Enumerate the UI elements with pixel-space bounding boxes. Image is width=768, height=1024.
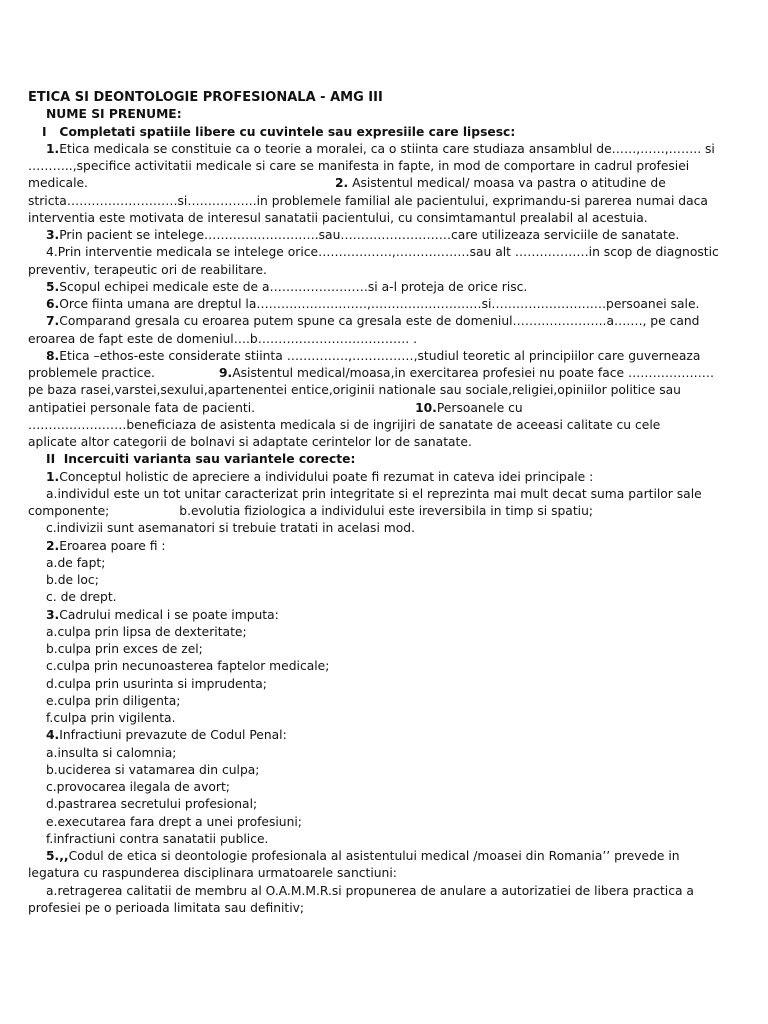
s1-q8-number: 8. [46,348,60,363]
s1-q2-number: 2. [334,176,349,191]
s2-q3-text: Cadrului medical i se poate imputa: [59,607,279,622]
s2-q3-option: b.culpa prin exces de zel; [46,642,203,656]
s2-q4-number: 4. [46,728,60,743]
s1-q9-text-1: Asistentul medical/moasa,in exercitarea profesiei nu poate face ………………… [232,366,715,380]
s2-q4 [28,727,740,744]
s1-q10-number: 10. [415,400,437,415]
s2-q1 [28,469,740,486]
s1-q4-text-2: preventiv, terapeutic ori de reabilitare. [28,262,267,277]
s2-q2-number: 2. [46,538,60,553]
s2-q5-text-1: Codul de etica si deontologie profesionala al asistentului medical /moasei din Romania’’ prevede in [68,849,680,863]
document-page [28,89,740,917]
s1-q3-text: Prin pacient se intelege……………………….sau………………………care utilizeaza serviciile de sanatate. [59,228,680,242]
s1-q6-text: Orce fiinta umana are dreptul la………………………,………………………si……………………….persoanei sale. [59,297,700,311]
s2-q1-option-b: b.evolutia fiziologica a individului este ireversibila in timp si spatiu; [179,504,594,518]
s1-q7-number: 7. [46,314,60,329]
section-2-heading [28,451,740,468]
s1-q8 [28,348,740,365]
s1-q6-number: 6. [46,297,60,311]
s2-q3-number: 3. [46,607,60,622]
s1-q1-text-1: Etica medicala se constituie ca o teorie a moralei, ca o stiinta care studiaza ansamblul de……,……,…….. si [59,141,715,156]
s1-q10-text-1: Persoanele cu [436,400,523,415]
s2-q2 [28,538,740,555]
s1-q1-number: 1. [46,141,60,156]
s2-q1-option-a-2: componente; [28,504,110,518]
s2-q5 [28,848,740,865]
s1-q9-q10-line [28,400,740,417]
s2-q5-option-a-1: a.retragerea calitatii de membru al O.A.M.M.R.si propunerea de anulare a autorizatiei de libera practica a [46,883,694,898]
s2-q4-option: a.insulta si calomnia; [46,745,177,760]
section-1-number: I [42,124,47,139]
s1-q4 [28,244,740,261]
section-1-title: Completati spatiile libere cu cuvintele sau expresiile care lipsesc: [59,124,516,139]
s1-q1-q2-line [28,175,740,192]
s2-q4-option: d.pastrarea secretului profesional; [46,797,258,812]
s2-q4-option: c.provocarea ilegala de avort; [46,780,230,794]
s1-q6 [28,296,740,313]
s2-q3-option: f.culpa prin vigilenta. [46,711,176,725]
section-1-heading [28,124,740,141]
s1-q8-text-2: problemele practice. [28,366,155,380]
s2-q4-option: f.infractiuni contra sanatatii publice. [46,831,269,846]
name-field-label: NUME SI PRENUME: [46,107,182,122]
s2-q3 [28,607,740,624]
s1-q1-text-3: medicale. [28,176,88,191]
s2-q1-option-a-1: a.individul este un tot unitar caracterizat prin integritate si el reprezinta mai mult decat suma partilor sale [46,486,702,501]
s1-q8-text-1: Etica –ethos-este considerate stiinta ……………,……………,studiul teoretic al principiilor care guverneaza [59,348,701,363]
s1-q10-text-3: aplicate altor categorii de bolnavi si adaptate cerintelor lor de sanatate. [28,435,472,449]
s2-q3-option: c.culpa prin necunoasterea faptelor medicale; [46,659,330,674]
s1-q8-q9-line [28,365,740,382]
s1-q3-number: 3. [46,228,60,242]
s2-q2-option: b.de loc; [46,573,99,587]
s2-q2-option: c. de drept. [46,590,117,605]
s2-q4-text: Infractiuni prevazute de Codul Penal: [59,728,287,743]
s1-q5-number: 5. [46,279,60,294]
s1-q1 [28,141,740,158]
s2-q2-option: a.de fapt; [46,555,106,570]
s2-q5-option-a-2: profesiei pe o perioada limitata sau definitiv; [28,900,305,915]
s1-q5-text: Scopul echipei medicale este de a……………………si a-l proteja de orice risc. [59,279,528,294]
s2-q3-option: a.culpa prin lipsa de dexteritate; [46,624,247,639]
s2-q1-text: Conceptul holistic de apreciere a individului poate fi rezumat in cateva idei principale : [59,469,594,484]
s2-q3-option: d.culpa prin usurinta si imprudenta; [46,676,267,691]
s1-q3 [28,227,740,244]
s2-q1-number: 1. [46,469,60,484]
s2-q2-text: Eroarea poare fi : [59,538,166,553]
s1-q4-number: 4. [46,245,58,260]
section-2-number: II [46,452,56,467]
s2-q4-option: e.executarea fara drept a unei profesiuni; [46,814,302,829]
s1-q7-text-2: eroarea de fapt este de domeniul….b………………………………. . [28,331,418,346]
s1-q4-text-1: Prin interventie medicala se intelege orice………………,………………sau alt ………………in scop de diagnostic [57,245,719,260]
s1-q7 [28,313,740,330]
s1-q2-text-1: Asistentul medical/ moasa va pastra o atitudine de [348,176,666,191]
s2-q5-text-2: legatura cu raspunderea disciplinara urmatoarele sanctiuni: [28,866,397,881]
s1-q9-text-3: antipatiei personale fata de pacienti. [28,400,256,415]
section-2-title: Incercuiti varianta sau variantele corecte: [63,452,356,467]
s1-q2-text-3: interventia este motivata de interesul sanatatii pacientului, cu consimtamantul prealabil al acestuia. [28,210,648,225]
s1-q7-text-1: Comparand gresala cu eroarea putem spune ca gresala este de domeniul…………………..a……., pe cand [59,314,700,329]
s2-q3-option: e.culpa prin diligenta; [46,693,181,708]
s1-q9-text-2: pe baza rasei,varstei,sexului,apartenentei entice,originii nationale sau sociale,religiei,opiniilor politice sau [28,383,681,398]
s2-q4-option: b.uciderea si vatamarea din culpa; [46,762,260,777]
s1-q1-text-2: ………..,specifice activitatii medicale si care se manifesta in fapte, in mod de comportare in cadrul profesiei [28,159,690,173]
s1-q2-text-2: stricta………………………si……………..in problemele familial ale pacientului, exprimandu-si parerea numai daca [28,193,708,208]
s1-q5 [28,279,740,296]
s2-q5-number: 5.,, [46,849,69,863]
s2-q1-option-c: c.indivizii sunt asemanatori si trebuie tratati in acelasi mod. [46,521,415,536]
s1-q9-number: 9. [218,366,233,380]
s2-q1-options-line [28,503,740,520]
document-title: ETICA SI DEONTOLOGIE PROFESIONALA - AMG III [28,90,383,105]
s1-q10-text-2: ……………………beneficiaza de asistenta medicala si de ingrijiri de sanatate de aceeasi calitate cu cele [28,417,661,432]
